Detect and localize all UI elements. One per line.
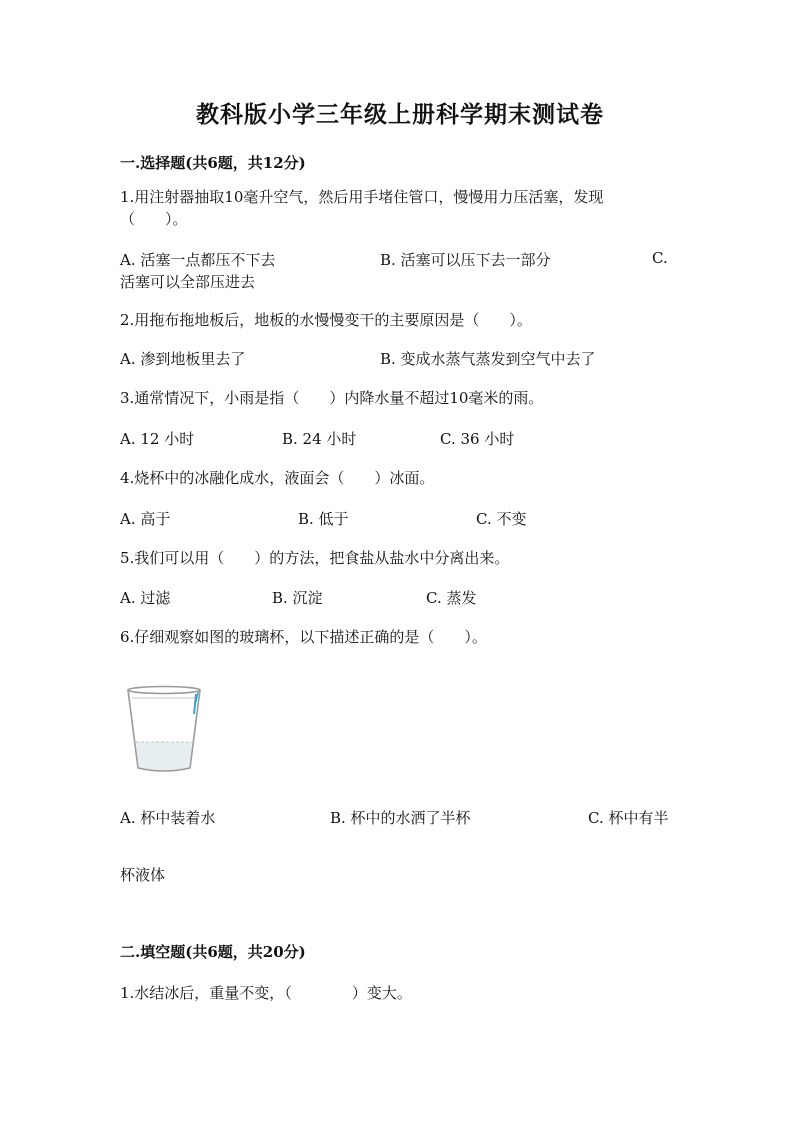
q1-option-c-continued: 活塞可以全部压进去 [120, 273, 256, 291]
question-1 [120, 186, 680, 230]
question-1-line1: 1.用注射器抽取10毫升空气，然后用手堵住管口，慢慢用力压活塞，发现 [120, 188, 604, 206]
q1-option-b: B. 活塞可以压下去一部分 [380, 251, 551, 269]
section-heading-choice: 一.选择题(共6题，共12分) [120, 154, 306, 172]
q3-option-c: C. 36 小时 [440, 430, 515, 448]
q1-option-c: C. [652, 249, 668, 267]
fill-question-1: 1.水结冰后，重量不变，（ ）变大。 [120, 984, 412, 1002]
q6-option-b: B. 杯中的水洒了半杯 [330, 809, 471, 827]
q5-option-b: B. 沉淀 [272, 589, 323, 607]
q5-option-a: A. 过滤 [120, 589, 171, 607]
q3-option-a: A. 12 小时 [120, 430, 195, 448]
question-2: 2.用拖布拖地板后，地板的水慢慢变干的主要原因是（ ）。 [120, 311, 532, 329]
question-3: 3.通常情况下，小雨是指（ ）内降水量不超过10毫米的雨。 [120, 389, 544, 407]
question-5: 5.我们可以用（ ）的方法，把食盐从盐水中分离出来。 [120, 549, 510, 567]
q4-option-c: C. 不变 [476, 510, 527, 528]
q4-option-b: B. 低于 [298, 510, 349, 528]
q4-option-a: A. 高于 [120, 510, 171, 528]
question-6: 6.仔细观察如图的玻璃杯，以下描述正确的是（ ）。 [120, 628, 487, 646]
question-1-line2: （ ）。 [120, 210, 188, 228]
q1-option-a: A. 活塞一点都压不下去 [120, 251, 276, 269]
q6-option-c: C. 杯中有半 [588, 809, 669, 827]
q2-option-a: A. 渗到地板里去了 [120, 350, 246, 368]
q5-option-c: C. 蒸发 [426, 589, 477, 607]
page-title: 教科版小学三年级上册科学期末测试卷 [196, 101, 604, 128]
q2-option-b: B. 变成水蒸气蒸发到空气中去了 [380, 350, 596, 368]
q3-option-b: B. 24 小时 [282, 430, 357, 448]
q6-option-a: A. 杯中装着水 [120, 809, 216, 827]
glass-cup-icon [124, 684, 206, 774]
question-4: 4.烧杯中的冰融化成水，液面会（ ）冰面。 [120, 469, 435, 487]
q6-option-c-continued: 杯液体 [120, 866, 166, 884]
section-heading-fill-blank: 二.填空题(共6题，共20分) [120, 943, 306, 961]
